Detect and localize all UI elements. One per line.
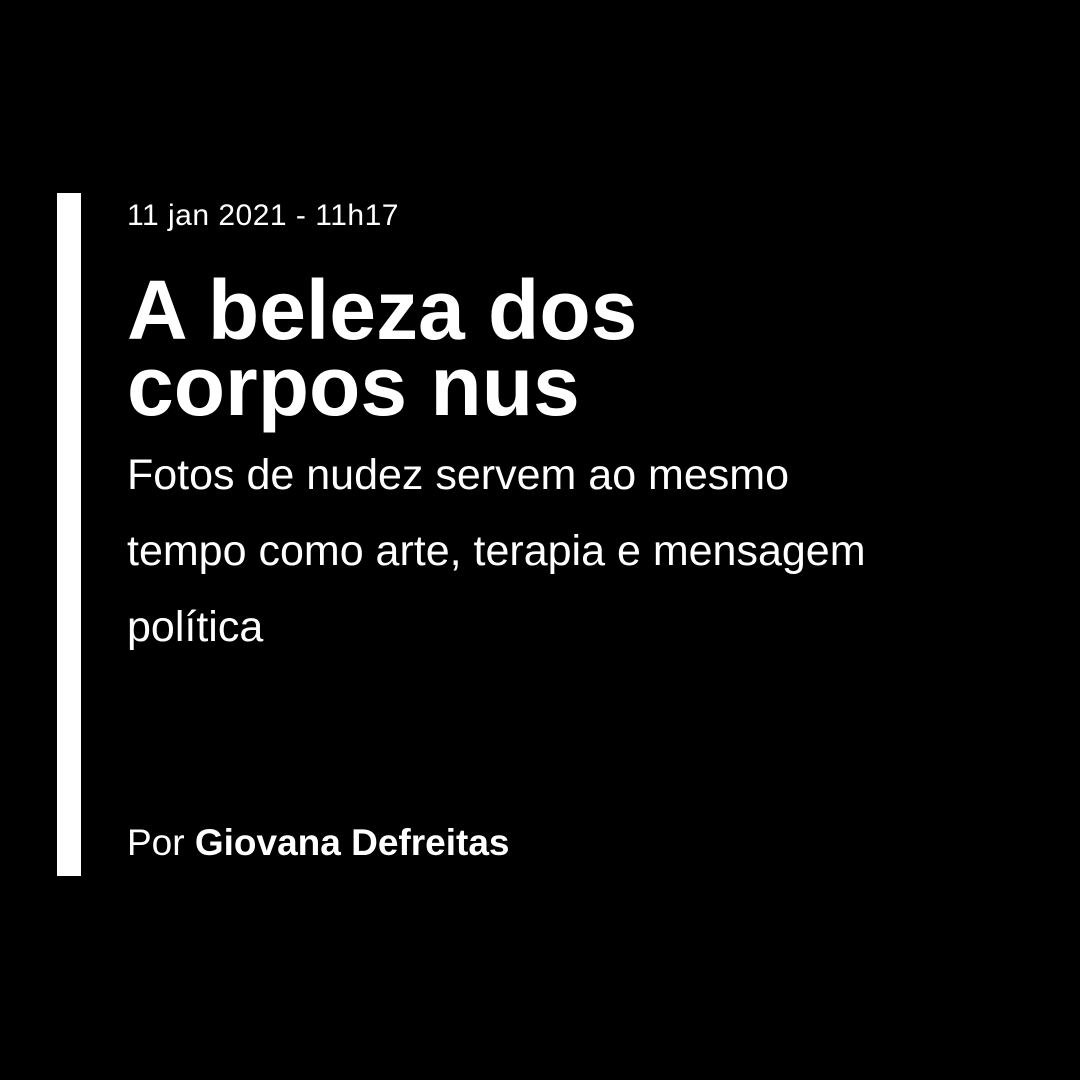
byline-prefix: Por xyxy=(127,822,195,863)
byline-author: Giovana Defreitas xyxy=(194,822,510,863)
subtitle-line-2: tempo como arte, terapia e mensagem xyxy=(127,527,866,575)
article-content xyxy=(127,196,1027,863)
article-headline xyxy=(127,263,847,433)
subtitle-line-1: Fotos de nudez servem ao mesmo xyxy=(127,451,790,499)
article-subtitle xyxy=(127,437,1027,665)
subtitle-line-3: política xyxy=(127,603,264,651)
article-byline xyxy=(127,819,510,867)
accent-bar xyxy=(57,193,81,876)
headline-line-2: corpos nus xyxy=(127,339,580,433)
headline-line-1: A beleza dos xyxy=(127,263,638,357)
article-dateline: 11 jan 2021 - 11h17 xyxy=(127,199,399,232)
